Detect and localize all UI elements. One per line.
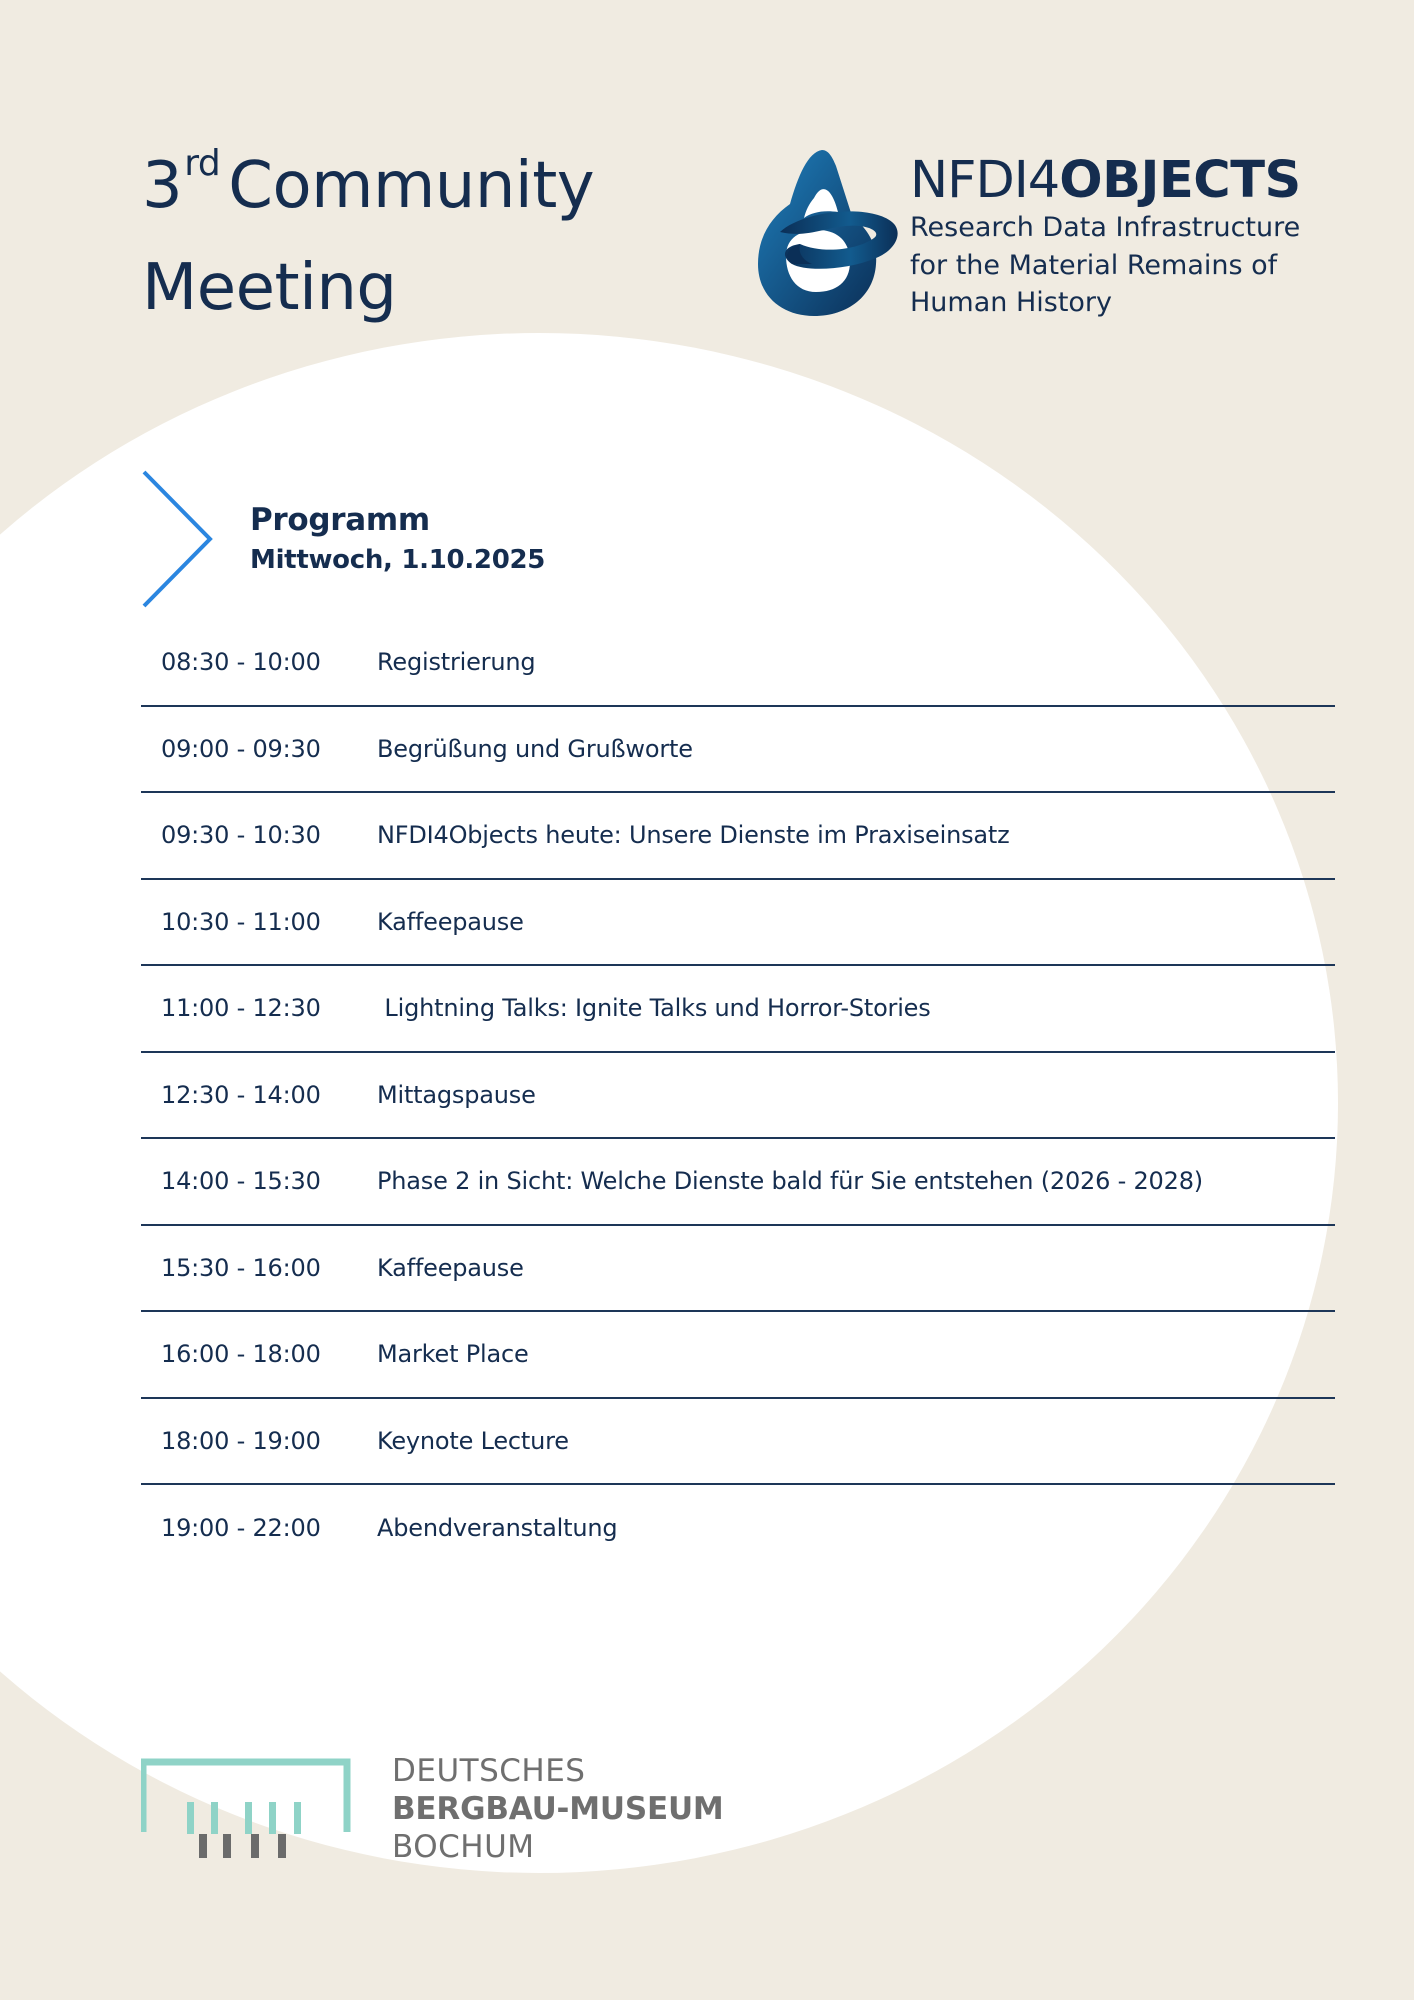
bergbau-museum-logo-icon xyxy=(141,1758,351,1858)
schedule-row xyxy=(141,1139,1335,1226)
title-line-2: Meeting xyxy=(142,251,397,325)
schedule-row xyxy=(141,1053,1335,1140)
nfdi4objects-wordmark xyxy=(910,150,1301,212)
museum-line-2: BERGBAU-MUSEUM xyxy=(392,1791,724,1827)
title-word: Community xyxy=(228,149,595,223)
schedule-time: 14:00 - 15:30 xyxy=(161,1167,321,1196)
schedule-time: 11:00 - 12:30 xyxy=(161,994,321,1023)
title-number: 3 xyxy=(142,149,183,223)
tagline-line: Research Data Infrastructure xyxy=(910,212,1301,243)
wordmark-light: NFDI4 xyxy=(910,151,1060,210)
schedule-event: Market Place xyxy=(377,1340,529,1369)
schedule-row xyxy=(141,707,1335,794)
schedule-event: Kaffeepause xyxy=(377,1253,524,1282)
schedule-time: 19:00 - 22:00 xyxy=(161,1514,321,1543)
schedule-time: 15:30 - 16:00 xyxy=(161,1253,321,1282)
schedule-event: Begrüßung und Grußworte xyxy=(377,734,693,763)
schedule-event: Kaffeepause xyxy=(377,907,524,936)
museum-line-1: DEUTSCHES xyxy=(392,1753,586,1789)
page-title xyxy=(142,140,594,334)
schedule-time: 08:30 - 10:00 xyxy=(161,648,321,677)
tagline-line: for the Material Remains of xyxy=(910,249,1278,281)
schedule-time: 18:00 - 19:00 xyxy=(161,1426,321,1455)
schedule-time: 09:30 - 10:30 xyxy=(161,821,321,850)
chevron-right-icon xyxy=(140,468,216,610)
schedule-event: Lightning Talks: Ignite Talks und Horror-Stories xyxy=(377,994,931,1023)
schedule-row xyxy=(141,620,1335,707)
schedule-row xyxy=(141,793,1335,880)
program-date: Mittwoch, 1.10.2025 xyxy=(250,545,546,575)
schedule-event: Mittagspause xyxy=(377,1080,536,1109)
schedule-row xyxy=(141,1226,1335,1313)
title-superscript: rd xyxy=(184,143,221,184)
schedule-time: 16:00 - 18:00 xyxy=(161,1340,321,1369)
schedule-event: Keynote Lecture xyxy=(377,1426,569,1455)
schedule-time: 09:00 - 09:30 xyxy=(161,734,321,763)
program-title: Programm xyxy=(250,502,430,538)
schedule-time: 10:30 - 11:00 xyxy=(161,907,321,936)
nfdi4objects-tagline xyxy=(910,209,1310,322)
schedule-event: Phase 2 in Sicht: Welche Dienste bald für Sie entstehen (2026 - 2028) xyxy=(377,1167,1203,1196)
bergbau-museum-wordmark xyxy=(392,1752,724,1866)
schedule-row xyxy=(141,1312,1335,1399)
schedule-row xyxy=(141,1485,1335,1572)
schedule-table xyxy=(141,620,1335,1572)
schedule-time: 12:30 - 14:00 xyxy=(161,1080,321,1109)
schedule-row xyxy=(141,880,1335,967)
schedule-row xyxy=(141,1399,1335,1486)
schedule-row xyxy=(141,966,1335,1053)
title-line-1 xyxy=(142,140,594,242)
schedule-event: Abendveranstaltung xyxy=(377,1514,618,1543)
museum-line-3: BOCHUM xyxy=(392,1829,535,1865)
schedule-event: Registrierung xyxy=(377,648,536,677)
tagline-line: Human History xyxy=(910,287,1113,318)
nfdi4objects-logo-icon xyxy=(752,146,902,322)
schedule-event: NFDI4Objects heute: Unsere Dienste im Praxiseinsatz xyxy=(377,821,1010,850)
wordmark-bold: OBJECTS xyxy=(1059,151,1301,210)
program-heading xyxy=(250,498,545,578)
